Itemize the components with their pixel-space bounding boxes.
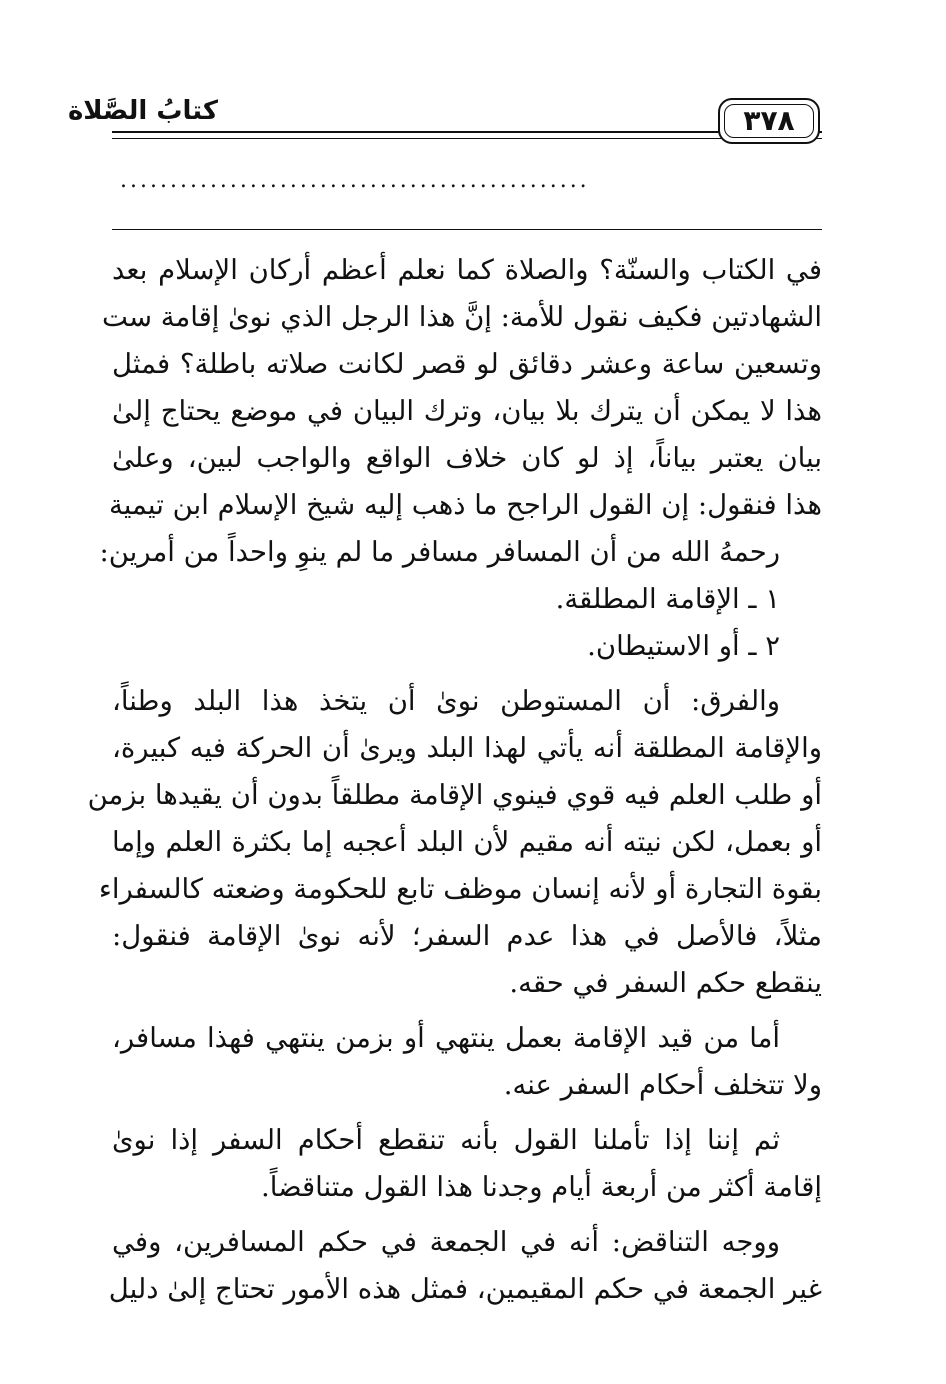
text-line: ثم إننا إذا تأملنا القول بأنه تنقطع أحكام السفر إذا نوىٰ [112, 1124, 780, 1156]
text-line: هذا فنقول: إن القول الراجح ما ذهب إليه شيخ الإسلام ابن تيمية [108, 489, 822, 521]
text-line: في الكتاب والسنّة؟ والصلاة كما نعلم أعظم أركان الإسلام بعد [112, 254, 822, 286]
list-item: ٢ ـ أو الاستيطان. [587, 630, 780, 662]
body-text [87, 247, 822, 1313]
text-line: ووجه التناقض: أنه في الجمعة في حكم المسافرين، وفي [112, 1226, 780, 1258]
text-line: هذا لا يمكن أن يترك بلا بيان، وترك البيان في موضع يحتاج إلىٰ [112, 395, 822, 427]
text-line: وتسعين ساعة وعشر دقائق لو قصر لكانت صلاته باطلة؟ فمثل [112, 348, 822, 380]
text-line: غير الجمعة في حكم المقيمين، فمثل هذه الأمور تحتاج إلىٰ دليل [108, 1273, 822, 1305]
paragraph [112, 1117, 822, 1211]
text-line: بيان يعتبر بياناً، إذ لو كان خلاف الواقع والواجب لبين، وعلىٰ [112, 442, 822, 474]
text-line: الشهادتين فكيف نقول للأمة: إنَّ هذا الرجل الذي نوىٰ إقامة ست [101, 301, 822, 333]
text-line: ولا تتخلف أحكام السفر عنه. [503, 1069, 822, 1101]
text-line: والإقامة المطلقة أنه يأتي لهذا البلد ويرىٰ أن الحركة فيه كبيرة، [112, 732, 822, 764]
text-line: إقامة أكثر من أربعة أيام وجدنا هذا القول متناقضاً. [261, 1171, 822, 1203]
text-line: أو بعمل، لكن نيته أنه مقيم لأن البلد أعجبه إما بكثرة العلم وإما [112, 826, 822, 858]
book-title: كتابُ الصَّلاة [62, 94, 224, 128]
text-line: رحمهُ الله من أن المسافر مسافر ما لم ينوِ واحداً من أمرين: [99, 536, 780, 568]
page-number-frame [718, 98, 820, 144]
text-line: مثلاً، فالأصل في هذا عدم السفر؛ لأنه نوىٰ الإقامة فنقول: [112, 920, 822, 952]
paragraph [99, 247, 822, 576]
page-header [67, 96, 822, 154]
list-item: ١ ـ الإقامة المطلقة. [555, 583, 780, 615]
paragraph [87, 678, 822, 1007]
paragraph [112, 1015, 822, 1109]
header-rule-thin [112, 138, 822, 139]
text-line: أما من قيد الإقامة بعمل ينتهي أو بزمن ينتهي فهذا مسافر، [112, 1022, 780, 1054]
section-divider [112, 229, 822, 230]
text-line: ينقطع حكم السفر في حقه. [509, 967, 822, 999]
text-line: والفرق: أن المستوطن نوىٰ أن يتخذ هذا البلد وطناً، [112, 685, 780, 717]
page-number: ٣٧٨ [743, 104, 795, 137]
paragraph [108, 1219, 822, 1313]
dotted-separator: ............................................... [120, 168, 590, 193]
header-rule-thick [112, 131, 822, 133]
text-line: أو طلب العلم فيه قوي فينوي الإقامة مطلقاً بدون أن يقيدها بزمن [87, 779, 822, 811]
text-line: بقوة التجارة أو لأنه إنسان موظف تابع للحكومة وضعته كالسفراء [98, 873, 822, 905]
